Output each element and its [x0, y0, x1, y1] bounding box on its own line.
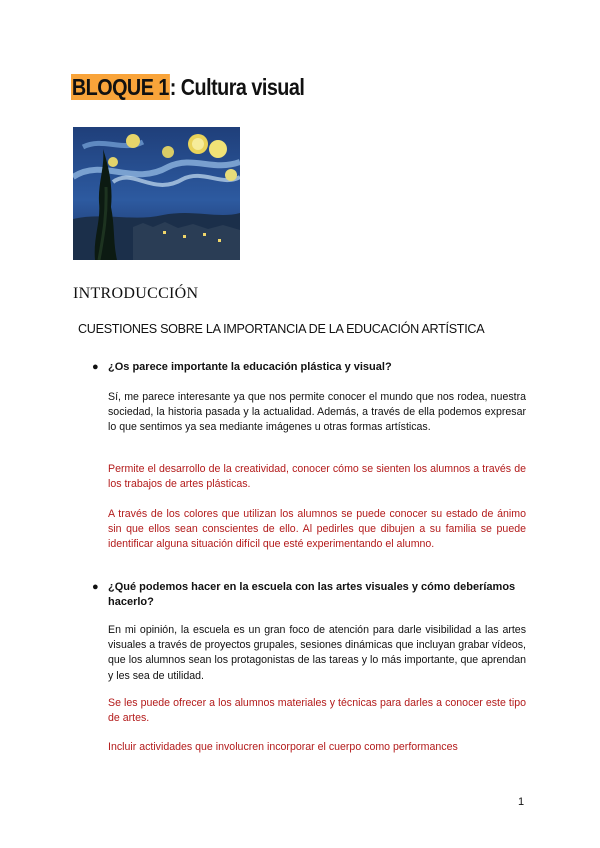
title-rest: : Cultura visual	[169, 74, 305, 100]
question-2	[92, 580, 532, 610]
comment-paragraph: Se les puede ofrecer a los alumnos materiales y técnicas para darles a conocer este tipo de artes.	[108, 697, 526, 725]
comment-paragraph: A través de los colores que utilizan los alumnos se puede conocer su estado de ánimo sin que ellos sean conscientes de ello. Al pedirles que dibujen a su familia se puede identificar alguna situación difícil que esté experimentando el alumno.	[108, 508, 526, 551]
intro-heading: INTRODUCCIÓN	[73, 285, 199, 302]
starry-night-painting	[73, 127, 240, 260]
question-1	[92, 360, 532, 375]
title-highlight: BLOQUE 1	[71, 74, 169, 100]
question-text: ¿Os parece importante la educación plástica y visual?	[108, 361, 392, 373]
page-title	[71, 74, 304, 101]
question-text: ¿Qué podemos hacer en la escuela con las artes visuales y cómo deberíamos hacerlo?	[108, 581, 516, 608]
answer-paragraph: En mi opinión, la escuela es un gran foco de atención para darle visibilidad a las artes visuales a través de proyectos grupales, sesiones dinámicas que incluyan grabar vídeos, que los alumnos sean los protagonistas de las tareas y lo más importante, que aprendan y les sea de utilidad.	[108, 624, 526, 682]
page-number: 1	[518, 796, 525, 808]
answer-paragraph: Sí, me parece interesante ya que nos permite conocer el mundo que nos rodea, nuestra sociedad, la historia pasada y la actualidad. Además, a través de ella podemos expresar lo que sentimos ya sea mediante imágenes u otras formas artísticas.	[108, 391, 526, 434]
section-subheading: CUESTIONES SOBRE LA IMPORTANCIA DE LA EDUCACIÓN ARTÍSTICA	[78, 322, 485, 336]
comment-paragraph: Incluir actividades que involucren incorporar el cuerpo como performances	[108, 741, 458, 753]
bullet: ●	[92, 361, 99, 373]
comment-paragraph: Permite el desarrollo de la creatividad, conocer cómo se sienten los alumnos a través de los trabajos de artes plásticas.	[108, 463, 526, 491]
bullet: ●	[92, 581, 99, 593]
